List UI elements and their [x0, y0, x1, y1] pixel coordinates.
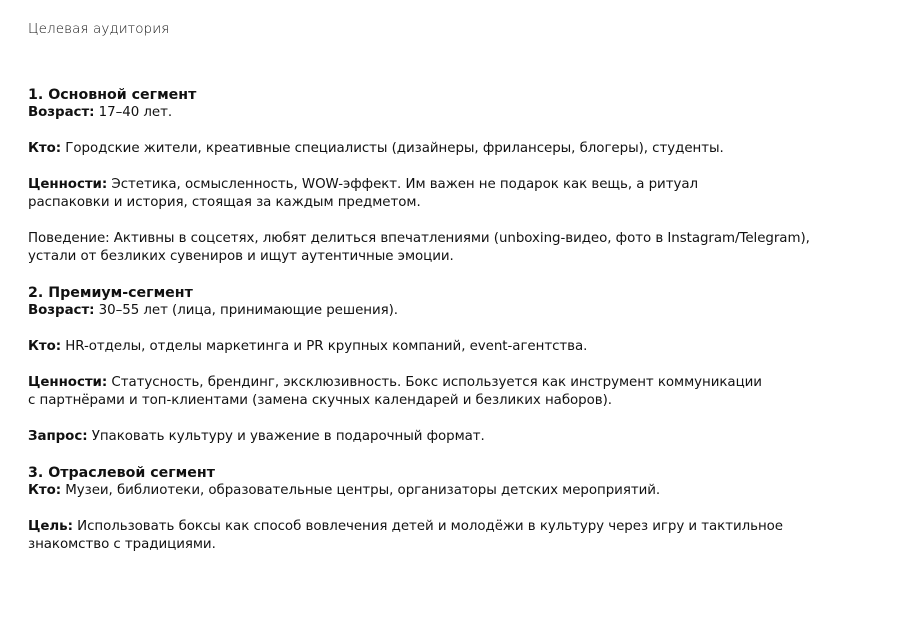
values-text: Эстетика, осмысленность, WOW-эффект. Им важен не подарок как вещь, а ритуал [107, 177, 698, 192]
values-line [28, 176, 888, 194]
goal-line-continued: знакомство с традициями. [28, 537, 216, 552]
age-label: Возраст: [28, 303, 95, 318]
age-label: Возраст: [28, 105, 95, 120]
behavior-line: Поведение: Активны в соцсетях, любят делиться впечатлениями (unboxing-видео, фото в Instagram/Telegram), [28, 231, 810, 246]
segment-main [28, 86, 888, 266]
page-title: Целевая аудитория [28, 21, 170, 37]
document-body [28, 86, 888, 554]
values-label: Ценности: [28, 375, 108, 390]
segment-heading: 2. Премиум-сегмент [28, 285, 193, 301]
who-value: Музеи, библиотеки, образовательные центры, организаторы детских мероприятий. [61, 483, 661, 498]
segment-premium [28, 284, 888, 446]
values-line [28, 374, 888, 392]
values-text: Статусность, брендинг, эксклюзивность. Бокс используется как инструмент коммуникации [107, 375, 762, 390]
request-label: Запрос: [28, 429, 88, 444]
goal-text: Использовать боксы как способ вовлечения детей и молодёжи в культуру через игру и тактильное [72, 519, 783, 534]
segment-heading: 1. Основной сегмент [28, 87, 197, 103]
who-line [28, 140, 888, 158]
age-value: 30–55 лет (лица, принимающие решения). [94, 303, 399, 318]
age-value: 17–40 лет. [94, 105, 173, 120]
age-line [28, 302, 888, 320]
who-label: Кто: [28, 339, 62, 354]
who-label: Кто: [28, 141, 62, 156]
behavior-line-continued: устали от безликих сувениров и ищут аутентичные эмоции. [28, 249, 454, 264]
segment-heading: 3. Отраслевой сегмент [28, 465, 215, 481]
values-line-continued: с партнёрами и топ-клиентами (замена скучных календарей и безликих наборов). [28, 393, 612, 408]
segment-industry [28, 464, 888, 554]
request-value: Упаковать культуру и уважение в подарочный формат. [87, 429, 485, 444]
values-label: Ценности: [28, 177, 108, 192]
who-line [28, 338, 888, 356]
who-line [28, 482, 888, 500]
values-line-continued: распаковки и история, стоящая за каждым предметом. [28, 195, 421, 210]
who-label: Кто: [28, 483, 62, 498]
age-line [28, 104, 888, 122]
who-value: HR-отделы, отделы маркетинга и PR крупных компаний, event-агентства. [61, 339, 588, 354]
goal-label: Цель: [28, 519, 73, 534]
goal-line [28, 518, 888, 536]
who-value: Городские жители, креативные специалисты (дизайнеры, фрилансеры, блогеры), студенты. [61, 141, 724, 156]
request-line [28, 428, 888, 446]
